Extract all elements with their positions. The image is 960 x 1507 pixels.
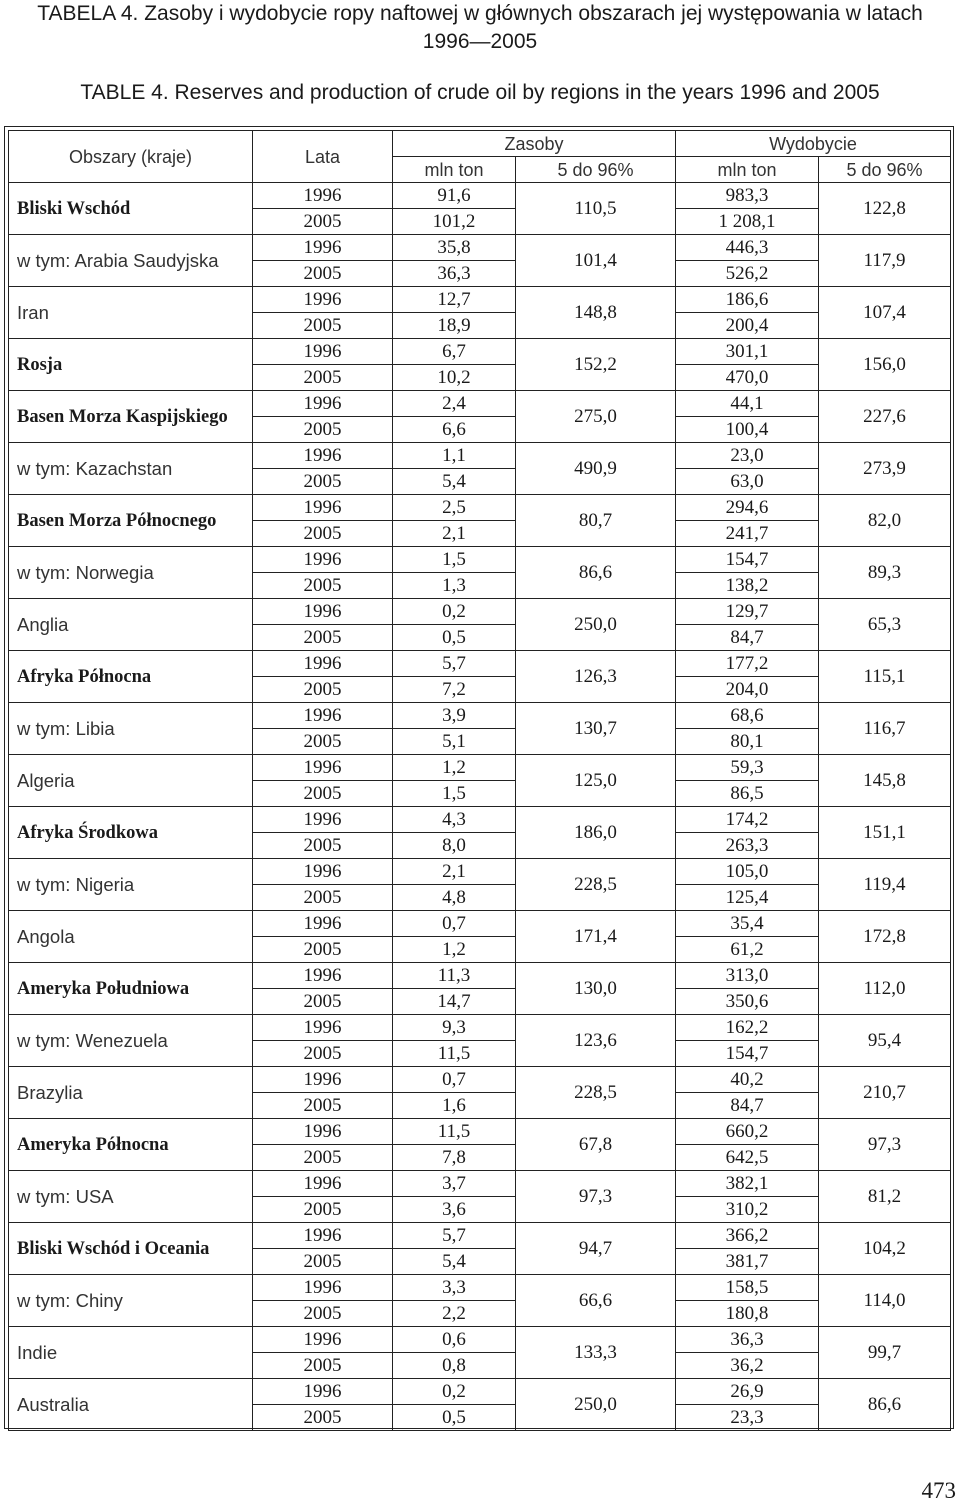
reserves-1996: 2,5 (393, 495, 516, 521)
production-ratio: 97,3 (819, 1119, 951, 1171)
reserves-2005: 11,5 (393, 1041, 516, 1067)
year-cell: 2005 (253, 261, 393, 287)
year-cell: 1996 (253, 391, 393, 417)
reserves-ratio: 148,8 (516, 287, 676, 339)
year-cell: 1996 (253, 1067, 393, 1093)
region-name: Afryka Środkowa (9, 807, 253, 859)
production-2005: 154,7 (676, 1041, 819, 1067)
production-2005: 310,2 (676, 1197, 819, 1223)
year-cell: 1996 (253, 1223, 393, 1249)
header-region: Obszary (kraje) (9, 131, 253, 183)
year-cell: 2005 (253, 313, 393, 339)
year-cell: 2005 (253, 573, 393, 599)
year-cell: 2005 (253, 1197, 393, 1223)
production-1996: 186,6 (676, 287, 819, 313)
reserves-2005: 2,1 (393, 521, 516, 547)
year-cell: 2005 (253, 209, 393, 235)
year-cell: 1996 (253, 183, 393, 209)
region-name: Bliski Wschód (9, 183, 253, 235)
production-1996: 382,1 (676, 1171, 819, 1197)
region-name: w tym: Kazachstan (9, 443, 253, 495)
production-ratio: 82,0 (819, 495, 951, 547)
title-en-prefix: TABLE (80, 81, 146, 104)
reserves-ratio: 250,0 (516, 1379, 676, 1431)
year-cell: 2005 (253, 729, 393, 755)
production-1996: 35,4 (676, 911, 819, 937)
reserves-ratio: 86,6 (516, 547, 676, 599)
production-1996: 105,0 (676, 859, 819, 885)
reserves-2005: 5,4 (393, 469, 516, 495)
region-name: w tym: Libia (9, 703, 253, 755)
header-year: Lata (253, 131, 393, 183)
year-cell: 1996 (253, 651, 393, 677)
year-cell: 1996 (253, 1379, 393, 1405)
year-cell: 2005 (253, 677, 393, 703)
reserves-ratio: 94,7 (516, 1223, 676, 1275)
production-2005: 381,7 (676, 1249, 819, 1275)
reserves-2005: 1,2 (393, 937, 516, 963)
production-1996: 23,0 (676, 443, 819, 469)
reserves-1996: 5,7 (393, 651, 516, 677)
reserves-ratio: 101,4 (516, 235, 676, 287)
production-1996: 162,2 (676, 1015, 819, 1041)
year-cell: 1996 (253, 755, 393, 781)
reserves-2005: 10,2 (393, 365, 516, 391)
region-name: Rosja (9, 339, 253, 391)
year-cell: 2005 (253, 1145, 393, 1171)
region-name: Bliski Wschód i Oceania (9, 1223, 253, 1275)
reserves-1996: 11,3 (393, 963, 516, 989)
year-cell: 1996 (253, 1015, 393, 1041)
production-2005: 63,0 (676, 469, 819, 495)
reserves-ratio: 123,6 (516, 1015, 676, 1067)
production-2005: 204,0 (676, 677, 819, 703)
production-ratio: 107,4 (819, 287, 951, 339)
production-1996: 158,5 (676, 1275, 819, 1301)
header-production-ratio: 5 do 96% (819, 157, 951, 183)
production-ratio: 81,2 (819, 1171, 951, 1223)
table-row (9, 1171, 951, 1197)
region-name: Australia (9, 1379, 253, 1431)
year-cell: 1996 (253, 859, 393, 885)
production-1996: 129,7 (676, 599, 819, 625)
production-1996: 446,3 (676, 235, 819, 261)
year-cell: 1996 (253, 1327, 393, 1353)
table-row (9, 599, 951, 625)
table-row (9, 911, 951, 937)
production-2005: 642,5 (676, 1145, 819, 1171)
production-ratio: 273,9 (819, 443, 951, 495)
production-1996: 174,2 (676, 807, 819, 833)
year-cell: 1996 (253, 235, 393, 261)
region-name: w tym: Arabia Saudyjska (9, 235, 253, 287)
reserves-1996: 1,1 (393, 443, 516, 469)
reserves-2005: 14,7 (393, 989, 516, 1015)
region-name: Afryka Północna (9, 651, 253, 703)
production-1996: 40,2 (676, 1067, 819, 1093)
production-ratio: 210,7 (819, 1067, 951, 1119)
header-reserves: Zasoby (393, 131, 676, 157)
production-2005: 138,2 (676, 573, 819, 599)
reserves-2005: 6,6 (393, 417, 516, 443)
region-name: Brazylia (9, 1067, 253, 1119)
region-name: Iran (9, 287, 253, 339)
reserves-1996: 3,3 (393, 1275, 516, 1301)
table-row (9, 391, 951, 417)
reserves-1996: 1,2 (393, 755, 516, 781)
production-ratio: 117,9 (819, 235, 951, 287)
reserves-1996: 2,4 (393, 391, 516, 417)
table-row (9, 755, 951, 781)
table-row (9, 495, 951, 521)
production-1996: 59,3 (676, 755, 819, 781)
year-cell: 1996 (253, 339, 393, 365)
header-reserves-ratio: 5 do 96% (516, 157, 676, 183)
reserves-ratio: 130,7 (516, 703, 676, 755)
title-en-text: 4. Reserves and production of crude oil by regions in the years 1996 and 2005 (145, 81, 880, 104)
production-ratio: 116,7 (819, 703, 951, 755)
year-cell: 2005 (253, 781, 393, 807)
production-ratio: 112,0 (819, 963, 951, 1015)
production-2005: 61,2 (676, 937, 819, 963)
reserves-1996: 1,5 (393, 547, 516, 573)
header-reserves-unit: mln ton (393, 157, 516, 183)
table-row (9, 287, 951, 313)
reserves-1996: 91,6 (393, 183, 516, 209)
production-1996: 177,2 (676, 651, 819, 677)
reserves-1996: 6,7 (393, 339, 516, 365)
production-ratio: 89,3 (819, 547, 951, 599)
table-title-english (0, 79, 960, 107)
header-production-unit: mln ton (676, 157, 819, 183)
year-cell: 2005 (253, 1301, 393, 1327)
production-2005: 263,3 (676, 833, 819, 859)
production-1996: 660,2 (676, 1119, 819, 1145)
production-1996: 68,6 (676, 703, 819, 729)
production-ratio: 99,7 (819, 1327, 951, 1379)
production-1996: 44,1 (676, 391, 819, 417)
oil-reserves-table (8, 130, 951, 1431)
reserves-1996: 3,7 (393, 1171, 516, 1197)
production-2005: 80,1 (676, 729, 819, 755)
table-row (9, 703, 951, 729)
reserves-2005: 1,3 (393, 573, 516, 599)
header-production: Wydobycie (676, 131, 951, 157)
production-1996: 36,3 (676, 1327, 819, 1353)
production-2005: 200,4 (676, 313, 819, 339)
table-row (9, 651, 951, 677)
reserves-2005: 8,0 (393, 833, 516, 859)
year-cell: 2005 (253, 833, 393, 859)
production-2005: 100,4 (676, 417, 819, 443)
production-1996: 294,6 (676, 495, 819, 521)
reserves-2005: 18,9 (393, 313, 516, 339)
year-cell: 1996 (253, 807, 393, 833)
reserves-1996: 11,5 (393, 1119, 516, 1145)
title-pl-years: 1996—2005 (422, 30, 538, 53)
region-name: Anglia (9, 599, 253, 651)
reserves-ratio: 126,3 (516, 651, 676, 703)
year-cell: 1996 (253, 1119, 393, 1145)
reserves-1996: 0,7 (393, 1067, 516, 1093)
reserves-2005: 7,2 (393, 677, 516, 703)
reserves-1996: 35,8 (393, 235, 516, 261)
year-cell: 1996 (253, 1275, 393, 1301)
production-2005: 241,7 (676, 521, 819, 547)
reserves-1996: 3,9 (393, 703, 516, 729)
reserves-ratio: 171,4 (516, 911, 676, 963)
table-row (9, 183, 951, 209)
table-row (9, 443, 951, 469)
table-row (9, 339, 951, 365)
table-row (9, 963, 951, 989)
production-ratio: 119,4 (819, 859, 951, 911)
production-2005: 84,7 (676, 625, 819, 651)
region-name: w tym: Norwegia (9, 547, 253, 599)
reserves-2005: 1,6 (393, 1093, 516, 1119)
reserves-ratio: 275,0 (516, 391, 676, 443)
reserves-2005: 2,2 (393, 1301, 516, 1327)
reserves-1996: 0,2 (393, 599, 516, 625)
region-name: Angola (9, 911, 253, 963)
table-row (9, 1015, 951, 1041)
title-pl-text: 4. Zasoby i wydobycie ropy naftowej w głównych obszarach jej występowania w latach (115, 2, 923, 25)
production-ratio: 156,0 (819, 339, 951, 391)
reserves-2005: 0,8 (393, 1353, 516, 1379)
reserves-2005: 4,8 (393, 885, 516, 911)
table-row (9, 1327, 951, 1353)
region-name: Basen Morza Kaspijskiego (9, 391, 253, 443)
reserves-1996: 4,3 (393, 807, 516, 833)
production-1996: 154,7 (676, 547, 819, 573)
table-row (9, 235, 951, 261)
production-ratio: 145,8 (819, 755, 951, 807)
production-2005: 84,7 (676, 1093, 819, 1119)
reserves-1996: 0,2 (393, 1379, 516, 1405)
region-name: Basen Morza Północnego (9, 495, 253, 547)
production-ratio: 172,8 (819, 911, 951, 963)
reserves-ratio: 490,9 (516, 443, 676, 495)
production-ratio: 151,1 (819, 807, 951, 859)
production-2005: 36,2 (676, 1353, 819, 1379)
production-2005: 350,6 (676, 989, 819, 1015)
production-ratio: 115,1 (819, 651, 951, 703)
region-name: Ameryka Północna (9, 1119, 253, 1171)
year-cell: 2005 (253, 417, 393, 443)
reserves-ratio: 66,6 (516, 1275, 676, 1327)
reserves-ratio: 130,0 (516, 963, 676, 1015)
year-cell: 2005 (253, 1093, 393, 1119)
production-ratio: 104,2 (819, 1223, 951, 1275)
reserves-1996: 0,6 (393, 1327, 516, 1353)
year-cell: 2005 (253, 989, 393, 1015)
year-cell: 1996 (253, 287, 393, 313)
reserves-ratio: 133,3 (516, 1327, 676, 1379)
year-cell: 2005 (253, 885, 393, 911)
reserves-ratio: 67,8 (516, 1119, 676, 1171)
year-cell: 1996 (253, 443, 393, 469)
year-cell: 1996 (253, 911, 393, 937)
reserves-2005: 1,5 (393, 781, 516, 807)
region-name: w tym: Nigeria (9, 859, 253, 911)
production-1996: 983,3 (676, 183, 819, 209)
reserves-2005: 0,5 (393, 625, 516, 651)
region-name: w tym: USA (9, 1171, 253, 1223)
reserves-ratio: 186,0 (516, 807, 676, 859)
reserves-2005: 7,8 (393, 1145, 516, 1171)
reserves-ratio: 80,7 (516, 495, 676, 547)
reserves-ratio: 228,5 (516, 859, 676, 911)
production-2005: 180,8 (676, 1301, 819, 1327)
reserves-1996: 12,7 (393, 287, 516, 313)
reserves-2005: 0,5 (393, 1405, 516, 1431)
production-ratio: 65,3 (819, 599, 951, 651)
production-ratio: 227,6 (819, 391, 951, 443)
reserves-1996: 2,1 (393, 859, 516, 885)
year-cell: 1996 (253, 963, 393, 989)
production-2005: 125,4 (676, 885, 819, 911)
year-cell: 2005 (253, 1405, 393, 1431)
reserves-ratio: 110,5 (516, 183, 676, 235)
year-cell: 2005 (253, 1353, 393, 1379)
year-cell: 2005 (253, 365, 393, 391)
production-2005: 23,3 (676, 1405, 819, 1431)
table-row (9, 1379, 951, 1405)
region-name: w tym: Chiny (9, 1275, 253, 1327)
year-cell: 2005 (253, 937, 393, 963)
region-name: w tym: Wenezuela (9, 1015, 253, 1067)
table-row (9, 1275, 951, 1301)
production-ratio: 122,8 (819, 183, 951, 235)
region-name: Ameryka Południowa (9, 963, 253, 1015)
header-row-1 (9, 131, 951, 157)
reserves-ratio: 228,5 (516, 1067, 676, 1119)
production-1996: 366,2 (676, 1223, 819, 1249)
reserves-2005: 101,2 (393, 209, 516, 235)
reserves-1996: 9,3 (393, 1015, 516, 1041)
reserves-2005: 3,6 (393, 1197, 516, 1223)
year-cell: 2005 (253, 469, 393, 495)
title-pl-prefix: TABELA (37, 2, 116, 25)
year-cell: 1996 (253, 1171, 393, 1197)
production-2005: 1 208,1 (676, 209, 819, 235)
reserves-ratio: 125,0 (516, 755, 676, 807)
production-ratio: 86,6 (819, 1379, 951, 1431)
region-name: Algeria (9, 755, 253, 807)
year-cell: 2005 (253, 625, 393, 651)
year-cell: 1996 (253, 495, 393, 521)
region-name: Indie (9, 1327, 253, 1379)
production-1996: 301,1 (676, 339, 819, 365)
production-ratio: 95,4 (819, 1015, 951, 1067)
production-2005: 526,2 (676, 261, 819, 287)
table-row (9, 547, 951, 573)
production-1996: 26,9 (676, 1379, 819, 1405)
year-cell: 1996 (253, 599, 393, 625)
production-1996: 313,0 (676, 963, 819, 989)
year-cell: 2005 (253, 1041, 393, 1067)
table-row (9, 859, 951, 885)
year-cell: 1996 (253, 703, 393, 729)
reserves-ratio: 152,2 (516, 339, 676, 391)
reserves-1996: 0,7 (393, 911, 516, 937)
table-row (9, 1223, 951, 1249)
table-row (9, 1067, 951, 1093)
reserves-1996: 5,7 (393, 1223, 516, 1249)
production-ratio: 114,0 (819, 1275, 951, 1327)
reserves-2005: 5,4 (393, 1249, 516, 1275)
reserves-2005: 5,1 (393, 729, 516, 755)
year-cell: 1996 (253, 547, 393, 573)
production-2005: 86,5 (676, 781, 819, 807)
table-title-polish (0, 0, 960, 56)
reserves-ratio: 250,0 (516, 599, 676, 651)
year-cell: 2005 (253, 521, 393, 547)
page-number: 473 (921, 1478, 956, 1503)
table-row (9, 807, 951, 833)
year-cell: 2005 (253, 1249, 393, 1275)
table-row (9, 1119, 951, 1145)
reserves-2005: 36,3 (393, 261, 516, 287)
production-2005: 470,0 (676, 365, 819, 391)
reserves-ratio: 97,3 (516, 1171, 676, 1223)
